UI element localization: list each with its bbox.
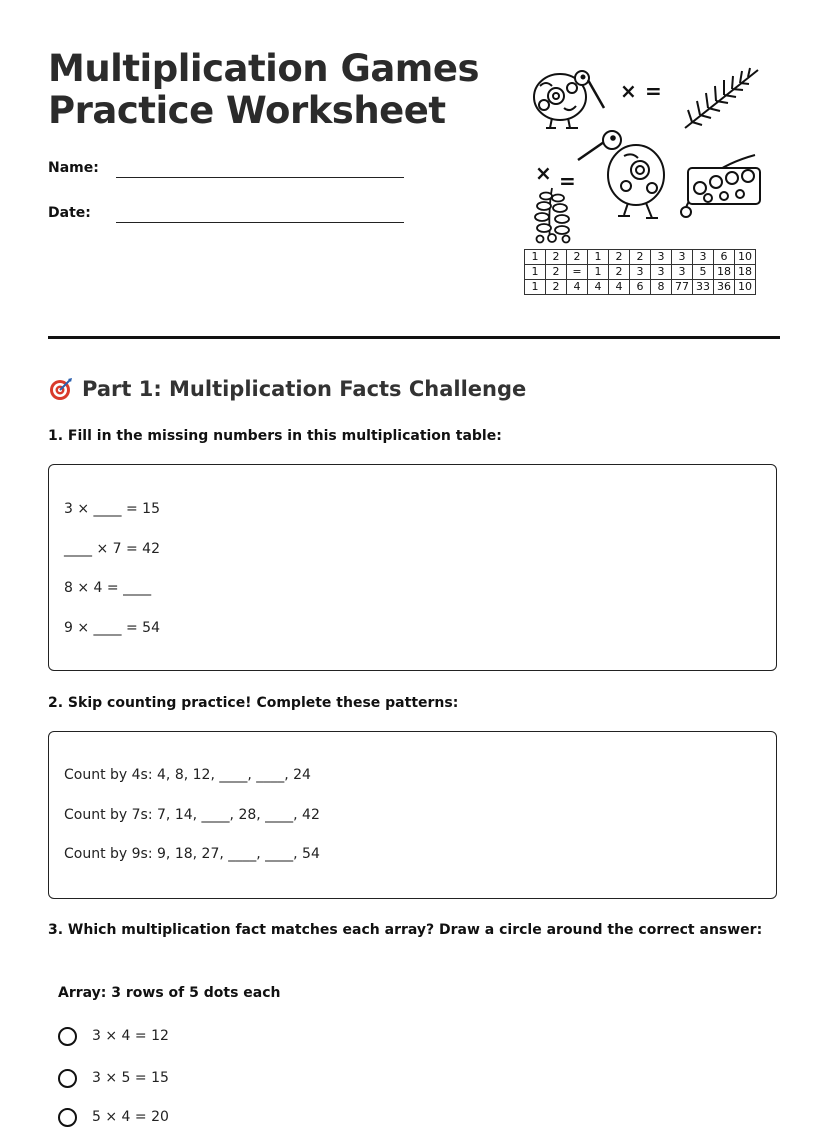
title-line-1: Multiplication Games — [48, 47, 479, 90]
grid-cell: 3 — [630, 265, 651, 280]
grid-cell: = — [567, 265, 588, 280]
worksheet-title — [48, 48, 479, 132]
equals-symbol-2: = — [559, 169, 576, 193]
grid-cell: 4 — [609, 280, 630, 295]
part1-heading — [48, 374, 526, 404]
grid-cell: 77 — [672, 280, 693, 295]
date-field[interactable] — [48, 199, 408, 229]
grid-cell: 1 — [588, 250, 609, 265]
answer-option[interactable] — [58, 1104, 169, 1130]
answer-option[interactable] — [58, 1023, 169, 1049]
answer-option-label: 3 × 4 = 12 — [92, 1028, 169, 1044]
grid-cell: 1 — [525, 250, 546, 265]
radio-circle[interactable] — [58, 1069, 77, 1088]
equals-symbol: = — [645, 79, 662, 103]
grid-cell: 3 — [672, 250, 693, 265]
date-label: Date: — [48, 205, 91, 221]
section-divider — [48, 336, 780, 339]
array-label: Array: 3 rows of 5 dots each — [58, 985, 281, 1001]
question-2-box — [48, 731, 777, 899]
grid-row — [525, 265, 756, 280]
q2-line[interactable]: Count by 7s: 7, 14, ____, 28, ____, 42 — [64, 807, 320, 823]
answer-option[interactable] — [58, 1065, 169, 1091]
title-line-2: Practice Worksheet — [48, 89, 446, 132]
question-3-prompt: 3. Which multiplication fact matches each array? Draw a circle around the correct answer: — [48, 922, 763, 938]
grid-cell: 18 — [714, 265, 735, 280]
grid-cell: 33 — [693, 280, 714, 295]
grid-cell: 3 — [672, 265, 693, 280]
kiwi-fern-illustration — [520, 60, 770, 245]
grid-cell: 3 — [651, 250, 672, 265]
question-1-prompt: 1. Fill in the missing numbers in this multiplication table: — [48, 428, 502, 444]
answer-option-label: 5 × 4 = 20 — [92, 1109, 169, 1125]
grid-cell: 4 — [588, 280, 609, 295]
grid-cell: 2 — [609, 250, 630, 265]
q2-line[interactable]: Count by 4s: 4, 8, 12, ____, ____, 24 — [64, 767, 311, 783]
fern-leaf-icon — [685, 68, 758, 128]
grid-cell: 2 — [630, 250, 651, 265]
grid-cell: 2 — [546, 265, 567, 280]
grid-cell: 3 — [693, 250, 714, 265]
grid-cell: 3 — [651, 265, 672, 280]
q1-line[interactable]: 8 × 4 = ____ — [64, 580, 152, 596]
times-symbol: × — [620, 79, 637, 103]
answer-option-label: 3 × 5 = 15 — [92, 1070, 169, 1086]
kiwi-bird-icon — [578, 131, 664, 218]
grid-cell: 6 — [630, 280, 651, 295]
name-label: Name: — [48, 160, 99, 176]
grid-cell: 2 — [567, 250, 588, 265]
fern-koru-icon — [535, 188, 570, 243]
grid-cell: 18 — [735, 265, 756, 280]
grid-cell: 36 — [714, 280, 735, 295]
grid-cell: 1 — [588, 265, 609, 280]
grid-cell: 5 — [693, 265, 714, 280]
grid-cell: 10 — [735, 250, 756, 265]
grid-row — [525, 250, 756, 265]
question-1-box — [48, 464, 777, 671]
q1-line[interactable]: 3 × ____ = 15 — [64, 501, 160, 517]
kiwi-bird-icon — [534, 71, 604, 128]
grid-cell: 6 — [714, 250, 735, 265]
grid-row — [525, 280, 756, 295]
times-symbol-2: × — [535, 161, 552, 185]
grid-cell: 2 — [546, 250, 567, 265]
grid-cell: 2 — [546, 280, 567, 295]
radio-circle[interactable] — [58, 1027, 77, 1046]
date-line[interactable] — [116, 222, 404, 223]
question-2-prompt: 2. Skip counting practice! Complete these patterns: — [48, 695, 459, 711]
grid-cell: 10 — [735, 280, 756, 295]
name-field[interactable] — [48, 154, 408, 184]
grid-cell: 8 — [651, 280, 672, 295]
fern-frond-icon — [681, 155, 760, 217]
part1-title: Part 1: Multiplication Facts Challenge — [82, 377, 527, 401]
grid-cell: 1 — [525, 280, 546, 295]
q2-line[interactable]: Count by 9s: 9, 18, 27, ____, ____, 54 — [64, 846, 320, 862]
name-line[interactable] — [116, 177, 404, 178]
grid-cell: 2 — [609, 265, 630, 280]
number-grid — [524, 249, 756, 295]
dart-target-icon — [48, 376, 74, 402]
radio-circle[interactable] — [58, 1108, 77, 1127]
grid-cell: 4 — [567, 280, 588, 295]
grid-cell: 1 — [525, 265, 546, 280]
q1-line[interactable]: 9 × ____ = 54 — [64, 620, 160, 636]
q1-line[interactable]: ____ × 7 = 42 — [64, 541, 160, 557]
